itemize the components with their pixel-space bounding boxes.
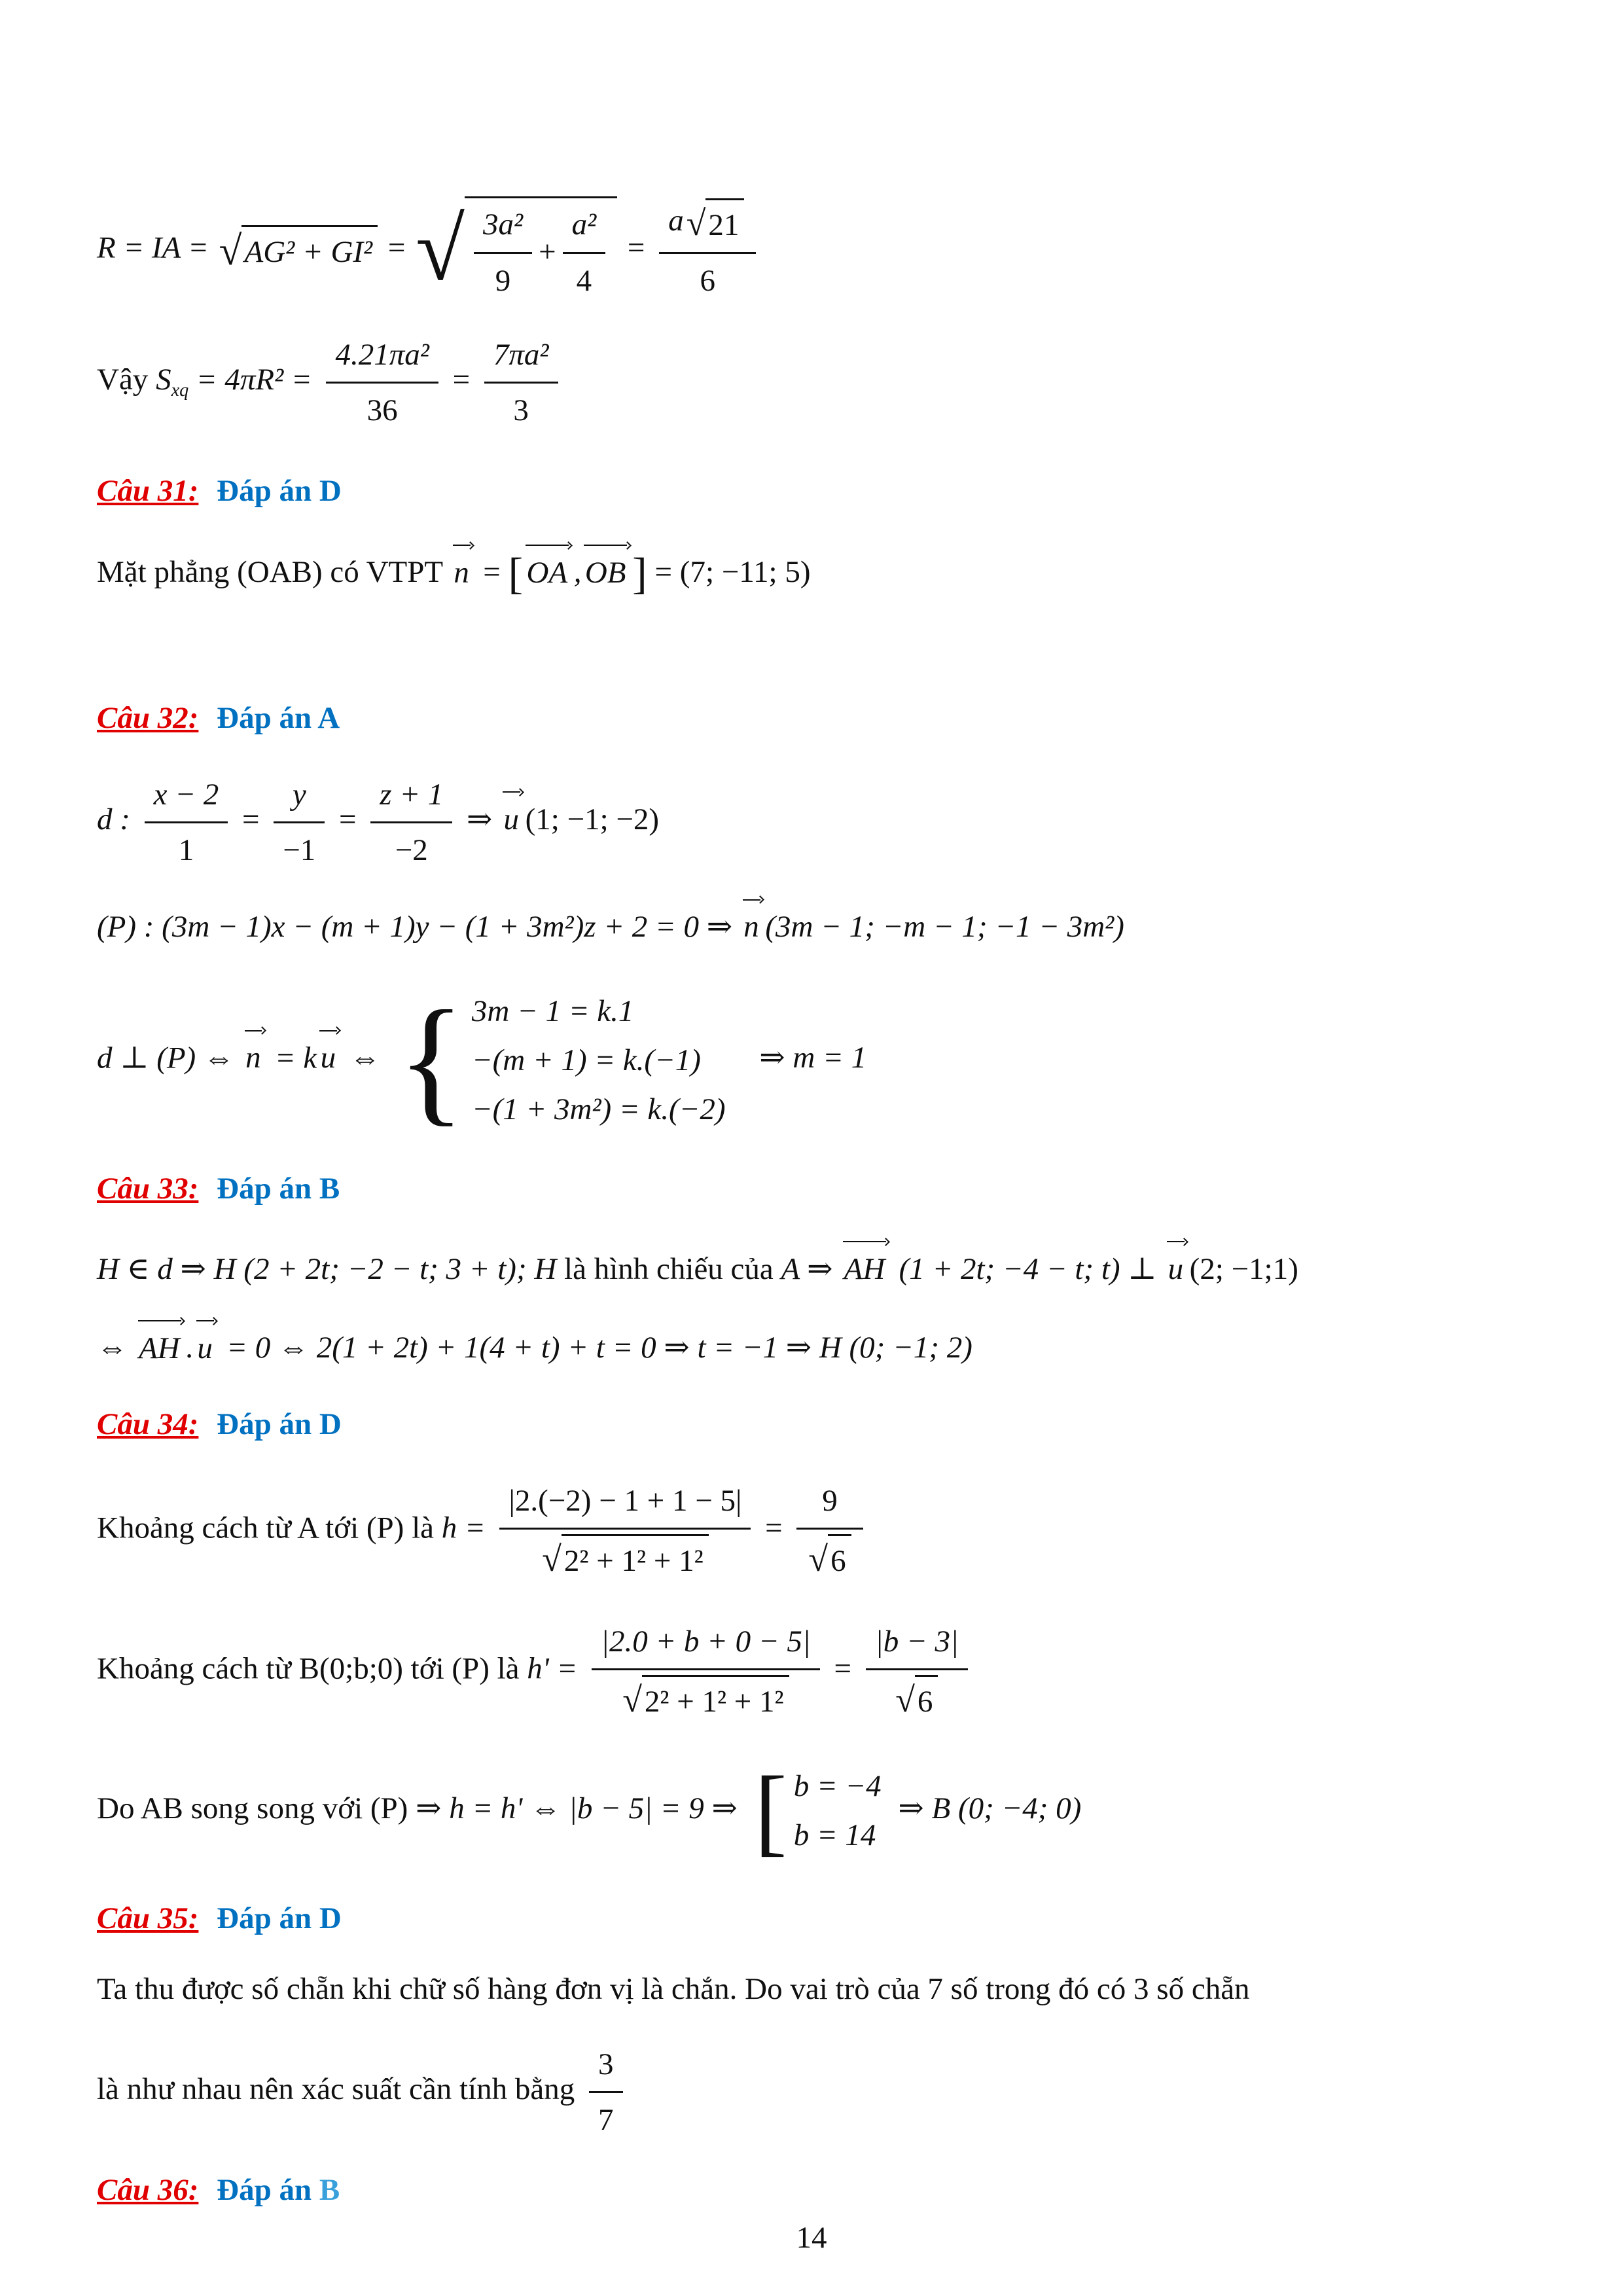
equals-sign: =: [765, 1510, 783, 1545]
equals-sign: =: [452, 362, 471, 397]
question-label: Câu 31:: [97, 473, 199, 508]
fraction: [796, 1477, 863, 1585]
comma: ,: [573, 555, 582, 590]
radical-sign: √: [895, 1680, 915, 1720]
question-label: Câu 36:: [97, 2172, 199, 2207]
right-bracket: ]: [632, 548, 647, 599]
denominator: [499, 1530, 751, 1584]
numerator: |2.(−2) − 1 + 1 − 5|: [499, 1477, 751, 1530]
answer-badge: Đáp án: [217, 2172, 312, 2207]
vector-oa: OA: [525, 541, 572, 596]
denominator: [796, 1530, 863, 1584]
condition-lhs: d ⊥ (P) ⇔: [97, 1041, 234, 1075]
question-32-header: [97, 695, 1543, 742]
question-label: Câu 34:: [97, 1407, 199, 1442]
answer-letter: B: [319, 2172, 340, 2207]
paragraph-text: Khoảng cách từ A tới (P) là: [97, 1510, 435, 1545]
answer-badge: Đáp án D: [217, 1407, 342, 1442]
numerator: |2.0 + b + 0 − 5|: [592, 1617, 820, 1671]
radicand: [465, 196, 617, 304]
equals-sign: =: [654, 555, 673, 590]
radical-sign: √: [808, 1539, 829, 1579]
iff-arrow: ⇔: [97, 1331, 128, 1365]
plane-p-equation: [97, 896, 1543, 950]
denominator: [866, 1670, 968, 1725]
question-label: Câu 35:: [97, 1901, 199, 1935]
square-root: [895, 1675, 938, 1725]
math-run: A ⇒: [781, 1251, 833, 1286]
iff-arrow: ⇔: [349, 1041, 381, 1075]
numerator: 4.21πa²: [326, 331, 438, 384]
text-vay: Vậy: [97, 362, 149, 397]
answer-badge: Đáp án A: [217, 701, 340, 736]
square-root: [416, 196, 617, 304]
radical-sign: √: [219, 226, 242, 274]
equals-sign: =: [339, 802, 357, 836]
square-root: [687, 198, 745, 249]
paragraph-text: là như nhau nên xác suất cần tính bằng: [97, 2072, 575, 2106]
vector-u: u: [1166, 1238, 1187, 1293]
system-row: −(1 + 3m²) = k.(−2): [471, 1092, 726, 1126]
cases-rows: [794, 1762, 882, 1860]
radical-sign: √: [542, 1539, 562, 1579]
page-content: [97, 196, 1543, 2213]
fraction: [866, 1617, 968, 1725]
system-brace: {: [397, 981, 465, 1139]
surface-area-formula: [97, 331, 1543, 434]
math-run: (1 + 2t; −4 − t; t) ⊥: [899, 1251, 1157, 1286]
cases-row: b = 14: [793, 1818, 876, 1852]
numerator: 3a²: [474, 200, 532, 254]
subscript-xq: xq: [171, 380, 189, 401]
square-root: [542, 1534, 708, 1585]
fraction: [145, 770, 228, 874]
equals-sign: =: [241, 802, 260, 836]
radicand: 2² + 1² + 1²: [562, 1534, 709, 1585]
square-root: [808, 1534, 851, 1585]
question-36-header: [97, 2167, 1543, 2214]
fraction: [499, 1477, 751, 1585]
plane-equation: (P) : (3m − 1)x − (m + 1)y − (1 + 3m²)z + 2 = 0: [97, 910, 700, 944]
vector-u: u: [196, 1317, 217, 1371]
vector-n: n: [742, 896, 763, 950]
fraction: [484, 331, 558, 434]
coordinates: (1; −1; −2): [525, 802, 660, 836]
math-run: H ∈ d ⇒ H (2 + 2t; −2 − t; 3 + t); H: [97, 1251, 557, 1286]
vector-u: u: [502, 788, 523, 842]
fraction: [592, 1617, 820, 1725]
numerator: 3: [589, 2040, 623, 2094]
vector-ob: OB: [584, 541, 631, 596]
numerator: x − 2: [145, 770, 228, 824]
denominator: −1: [283, 833, 316, 868]
denominator: 4: [576, 263, 592, 298]
math-run: ⇒ h = h' ⇔ |b − 5| = 9 ⇒: [416, 1791, 738, 1825]
denominator: −2: [395, 833, 428, 868]
question-33-solution-line2: [97, 1317, 1543, 1371]
vector-n: n: [452, 541, 473, 596]
coordinates: (7; −11; 5): [679, 555, 811, 590]
question-35-text-line1: [97, 1966, 1543, 2013]
vector-u: u: [319, 1027, 340, 1081]
fraction: [563, 200, 606, 304]
variable-h-prime: h' =: [527, 1651, 578, 1685]
sphere-radius-formula: [97, 196, 1543, 304]
cases-row: b = −4: [793, 1768, 882, 1803]
equation-system: [397, 981, 726, 1139]
formula-lhs: R = IA =: [97, 230, 209, 265]
solution-cases: [754, 1755, 882, 1865]
question-35-header: [97, 1895, 1543, 1942]
conclusion: ⇒ B (0; −4; 0): [898, 1791, 1082, 1825]
fraction: [370, 770, 452, 874]
numerator: z + 1: [370, 770, 452, 824]
question-33-header: [97, 1166, 1543, 1212]
math-run: = 0 ⇔ 2(1 + 2t) + 1(4 + t) + t = 0 ⇒ t = −1 ⇒ H (0; −1; 2): [226, 1331, 972, 1365]
denominator: [592, 1670, 820, 1725]
variable-a: a: [668, 204, 684, 238]
equals-sign: =: [627, 230, 645, 265]
numerator: y: [274, 770, 325, 824]
denominator: 1: [178, 833, 194, 868]
coordinates: (3m − 1; −m − 1; −1 − 3m²): [765, 910, 1124, 944]
question-33-solution-line1: [97, 1238, 1543, 1293]
perpendicular-system: [97, 981, 1543, 1139]
square-root: [622, 1675, 789, 1725]
square-root: [219, 225, 378, 276]
distance-a-line: [97, 1477, 1543, 1585]
numerator: 9: [796, 1477, 863, 1530]
answer-badge: Đáp án D: [217, 1901, 342, 1935]
question-label: Câu 33:: [97, 1172, 199, 1206]
variable-s: S: [156, 362, 171, 397]
radical-sign: √: [686, 204, 706, 243]
conclusion: ⇒ m = 1: [759, 1041, 867, 1075]
parallel-conclusion-line: [97, 1755, 1543, 1865]
fraction: [659, 196, 756, 304]
question-35-text-line2: [97, 2040, 1543, 2144]
system-rows: [472, 987, 726, 1135]
radical-sign: √: [622, 1680, 642, 1720]
numerator: |b − 3|: [866, 1617, 968, 1671]
vector-ah: AH: [842, 1238, 889, 1293]
radicand: 2² + 1² + 1²: [642, 1675, 789, 1725]
fraction: [474, 200, 532, 304]
denominator: 3: [513, 393, 529, 428]
denominator: 36: [366, 393, 398, 428]
numerator: a²: [563, 200, 606, 254]
equals-sign: =: [834, 1651, 852, 1685]
paragraph-text: Do AB song song với (P): [97, 1791, 408, 1825]
numerator: 7πa²: [484, 331, 558, 384]
paragraph-text: Ta thu được số chẵn khi chữ số hàng đơn vị là chắn. Do vai trò của 7 số trong đó có 3 số chẵn: [97, 1972, 1250, 2007]
implies-arrow: ⇒: [706, 910, 733, 944]
left-bracket: [: [508, 548, 524, 599]
coordinates: (2; −1;1): [1189, 1251, 1298, 1286]
system-row: 3m − 1 = k.1: [471, 994, 634, 1028]
question-label: Câu 32:: [97, 701, 199, 736]
formula-mid: = 4πR² =: [196, 362, 312, 397]
dot-operator: .: [186, 1331, 194, 1365]
equals-sign: =: [483, 555, 501, 590]
paragraph-text: Mặt phẳng (OAB) có VTPT: [97, 555, 443, 590]
paragraph-text: Khoảng cách từ B(0;b;0) tới (P) là: [97, 1651, 520, 1685]
radicand: 21: [705, 198, 744, 249]
system-row: −(m + 1) = k.(−1): [471, 1043, 701, 1077]
numerator: [659, 196, 756, 254]
denominator: 7: [598, 2103, 614, 2138]
denominator: 9: [495, 263, 511, 298]
page-number: 14: [796, 2221, 827, 2255]
line-d-label: d :: [97, 802, 130, 836]
vector-n: n: [244, 1027, 265, 1081]
fraction: [274, 770, 325, 874]
distance-b-line: [97, 1617, 1543, 1725]
fraction: [326, 331, 438, 434]
line-d-equation: [97, 770, 1543, 874]
radicand: 6: [828, 1534, 851, 1585]
radicand: 6: [915, 1675, 938, 1725]
vector-ah: AH: [137, 1317, 185, 1371]
question-34-header: [97, 1401, 1543, 1448]
cases-bracket: [: [754, 1755, 787, 1865]
question-31-solution: [97, 541, 1543, 599]
page-footer: [0, 2220, 1623, 2255]
question-31-header: [97, 468, 1543, 514]
answer-badge: Đáp án B: [217, 1172, 340, 1206]
equals-sign: =: [387, 230, 406, 265]
implies-arrow: ⇒: [467, 802, 493, 836]
denominator: 6: [700, 264, 716, 298]
radical-sign: √: [416, 201, 465, 300]
answer-badge: Đáp án D: [217, 473, 342, 508]
variable-h: h =: [441, 1510, 486, 1545]
paragraph-text: là hình chiếu của: [564, 1251, 774, 1286]
plus-sign: +: [539, 235, 556, 270]
fraction: [589, 2040, 623, 2144]
equals-k: = k: [274, 1041, 317, 1075]
radicand: AG² + GI²: [241, 225, 378, 276]
